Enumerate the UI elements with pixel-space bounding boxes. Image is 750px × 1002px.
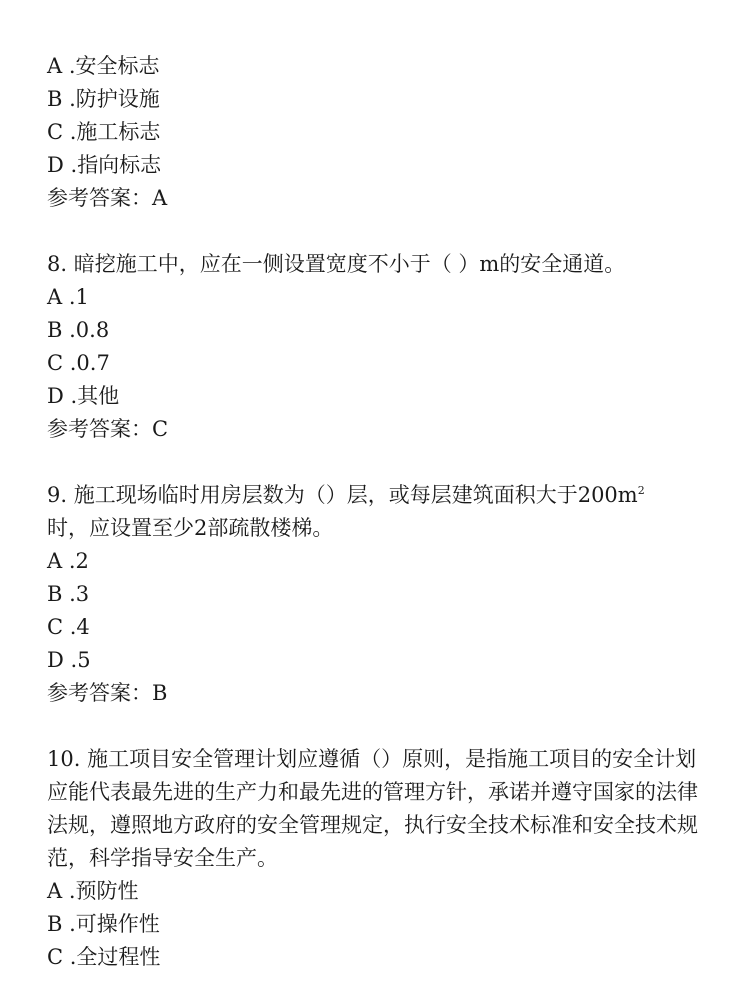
question-10-text: 10. 施工项目安全管理计划应遵循（）原则，是指施工项目的安全计划应能代表最先进的生产力和最先进的管理方针，承诺并遵守国家的法律法规，遵照地方政府的安全管理规定，执行安全技术标准和安全技术规范，科学指导安全生产。 <box>47 747 698 870</box>
q9-reference-answer: 参考答案：B <box>47 681 168 705</box>
question-8-text: 8. 暗挖施工中，应在一侧设置宽度不小于（ ）m的安全通道。 <box>47 252 626 276</box>
spacer <box>47 215 707 248</box>
q10-option-c: C .全过程性 <box>47 945 161 969</box>
q10-option-b: B .可操作性 <box>47 912 160 936</box>
q9-option-d: D .5 <box>47 648 91 672</box>
q9-superscript: 2 <box>637 484 645 497</box>
q9-text-part1: 9. 施工现场临时用房层数为（）层，或每层建筑面积大于200m <box>47 483 638 507</box>
question-9-text <box>47 479 707 545</box>
q8-option-b: B .0.8 <box>47 318 110 342</box>
option-b: B .防护设施 <box>47 87 160 111</box>
spacer <box>47 446 707 479</box>
q9-option-b: B .3 <box>47 582 90 606</box>
reference-answer: 参考答案：A <box>47 186 168 210</box>
option-c: C .施工标志 <box>47 120 161 144</box>
q9-option-a: A .2 <box>47 549 89 573</box>
spacer <box>47 710 707 743</box>
option-d: D .指向标志 <box>47 153 162 177</box>
quiz-document <box>47 50 707 974</box>
option-a: A .安全标志 <box>47 54 160 78</box>
q9-text-part2: 时，应设置至少2部疏散楼梯。 <box>47 516 334 540</box>
q8-reference-answer: 参考答案：C <box>47 417 169 441</box>
q10-option-a: A .预防性 <box>47 879 139 903</box>
q8-option-a: A .1 <box>47 285 89 309</box>
q8-option-c: C .0.7 <box>47 351 110 375</box>
q9-option-c: C .4 <box>47 615 90 639</box>
q8-option-d: D .其他 <box>47 384 120 408</box>
